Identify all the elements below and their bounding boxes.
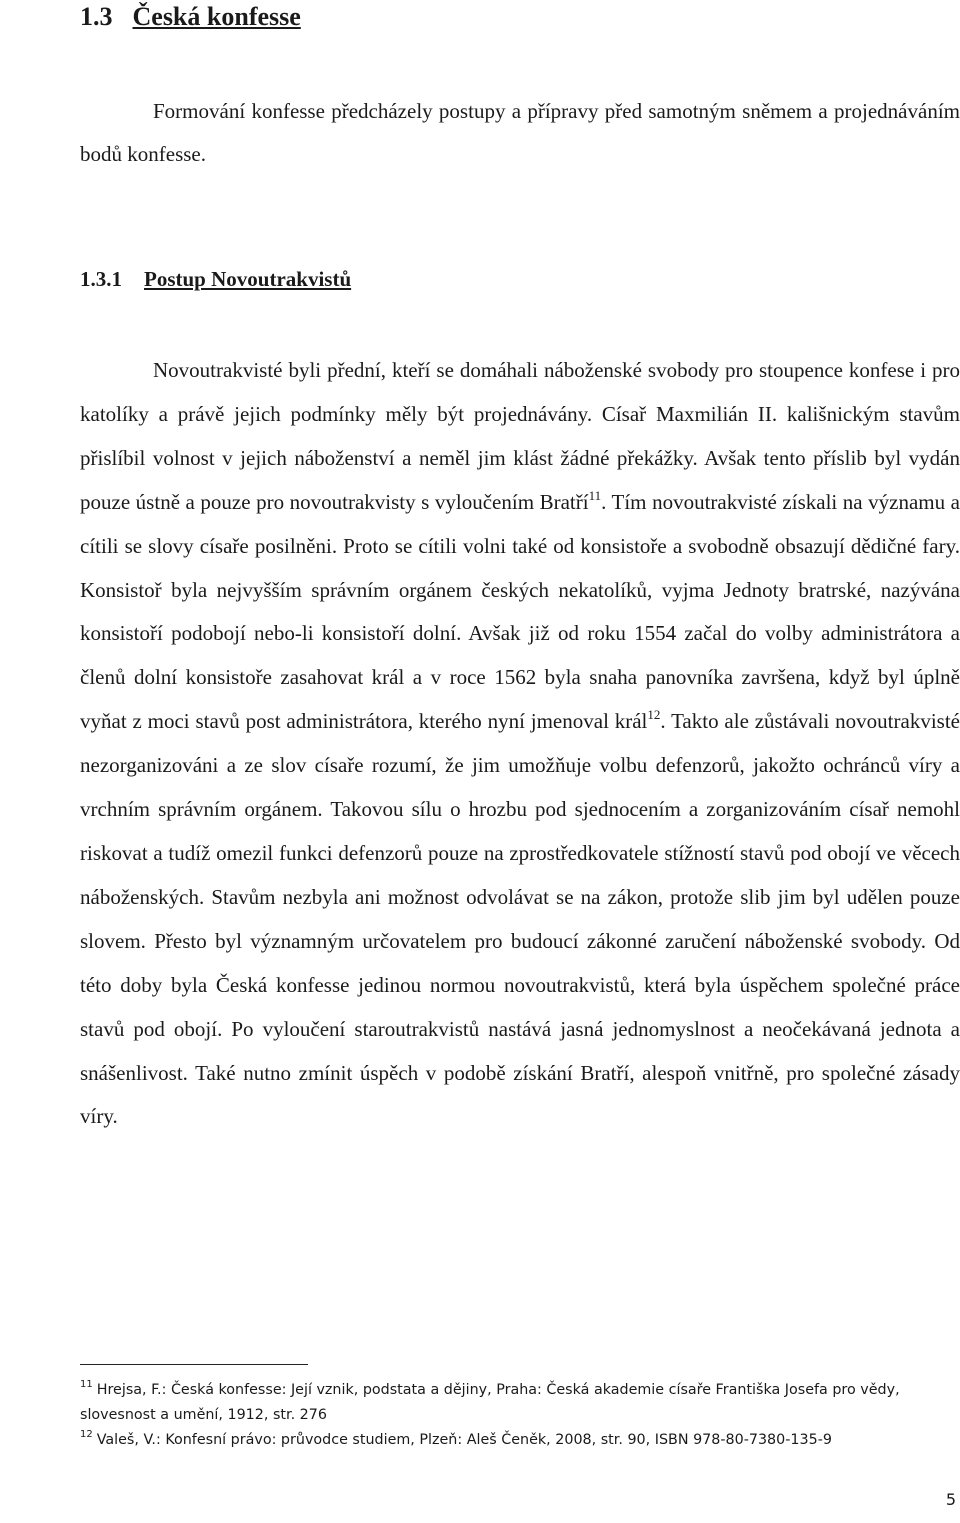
section-number: 1.3 [80,2,113,31]
footnote-text: Hrejsa, F.: Česká konfesse: Její vznik, podstata a dějiny, Praha: Česká akademie císaře Františka Josefa pro vědy, slovesnost a umění, 1912, str. 276 [80,1382,900,1423]
section-title: Česká konfesse [132,2,301,31]
subsection-heading [80,267,351,292]
section-heading [80,2,301,32]
footnote-separator [80,1364,308,1365]
body-text-part-1: Novoutrakvisté byli přední, kteří se domáhali náboženské svobody pro stoupence konfese i pro katolíky a právě jejich podmínky měly být projednávány. Císař Maxmilián II. kališnickým stavům přislíbil volnost v jejich náboženství a neměl jim klást žádné překážky. Avšak tento příslib byl vydán pouze ústně a pouze pro novoutrakvisty s vyloučením Bratří [80,358,960,514]
intro-paragraph: Formování konfesse předcházely postupy a přípravy před samotným sněmem a projednáváním bodů konfesse. [80,99,960,166]
body-text-part-2: . Tím novoutrakvisté získali na významu a cítili se slovy císaře posilněni. Proto se cítili volni také od konsistoře a svobodně obsazují dědičné fary. Konsistoř byla nejvyšším správním orgánem českých nekatolíků, vyjma Jednoty bratrské, nazývána konsistoří podobojí nebo-li konsistoří dolní. Avšak již od roku 1554 začal do volby administrátora a členů dolní konsistoře zasahovat král a v roce 1562 byla snaha panovníka završena, když byl úplně vyňat z moci stavů post administrátora, kterého nyní jmenoval král [80,489,960,734]
body-text-part-3: . Takto ale zůstávali novoutrakvisté nezorganizováni a ze slov císaře rozumí, že jim umožňuje volbu defenzorů, jakožto ochránců víry a vrchním správním orgánem. Takovou sílu o hrozbu pod sjednocením a zorganizováním císař nemohl riskovat a tudíž omezil funkci defenzorů pouze na zprostředkovatele stížností stavů pod obojí ve věcech náboženských. Stavům nezbyla ani možnost odvolávat se na zákon, protože slib jim byl udělen pouze slovem. Přesto byl významným určovatelem pro budoucí zákonné zaručení náboženské svobody. Od této doby byla Česká konfesse jedinou normou novoutrakvistů, která byla úspěchem společné práce stavů pod obojí. Po vyloučení staroutrakvistů nastává jasná jednomyslnost a neočekávaná jednota a snášenlivost. Také nutno zmínit úspěch v podobě získání Bratří, alespoň vnitřně, pro společné zásady víry. [80,709,960,1129]
footnote-number: 12 [80,1429,93,1441]
page-number: 5 [945,1490,956,1509]
footnote-reference-12[interactable]: 12 [647,707,661,723]
footnote-reference-11[interactable]: 11 [588,487,602,503]
footnote-11 [80,1378,960,1428]
footnotes [80,1378,960,1453]
subsection-number: 1.3.1 [80,267,122,291]
footnote-number: 11 [80,1379,93,1391]
body-paragraph [80,349,960,1139]
footnote-12 [80,1428,960,1453]
footnote-text: Valeš, V.: Konfesní právo: průvodce studiem, Plzeň: Aleš Čeněk, 2008, str. 90, ISBN 978-80-7380-135-9 [96,1432,832,1448]
subsection-title: Postup Novoutrakvistů [144,267,352,291]
